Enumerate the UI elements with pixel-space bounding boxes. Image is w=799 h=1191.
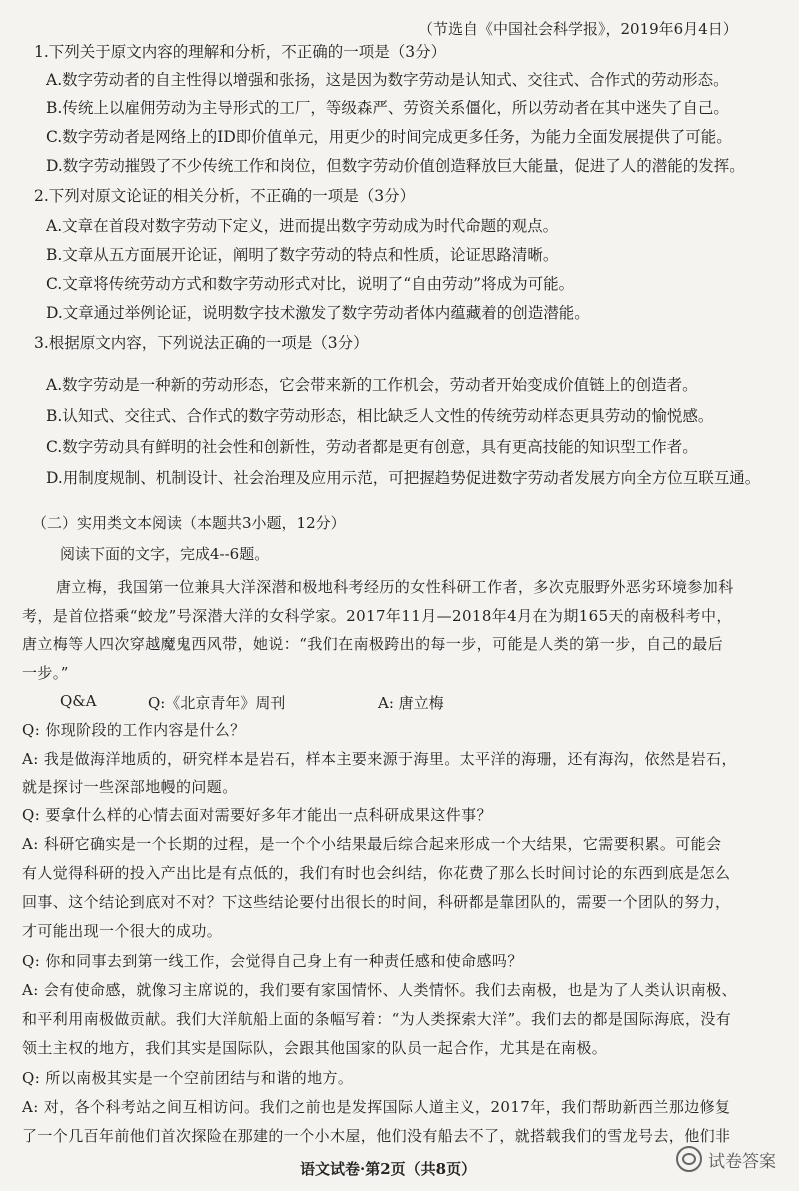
qa-question-source: Q:《北京青年》周刊 — [148, 694, 286, 712]
intro-line-3: 唐立梅等人四次穿越魔鬼西风带，她说：“我们在南极跨出的每一步，可能是人类的第一步，自己的最后 — [22, 635, 724, 653]
qa-answer-source: A: 唐立梅 — [378, 694, 444, 712]
dialogue-line: A: 我是做海洋地质的，研究样本是岩石，样本主要来源于海里。太平洋的海珊，还有海沟，依然是岩石， — [22, 750, 737, 768]
question-2-option-c: C.文章将传统劳动方式和数字劳动形式对比，说明了“自由劳动”将成为可能。 — [46, 275, 575, 293]
question-3-option-b: B.认知式、交往式、合作式的数字劳动形态，相比缺乏人文性的传统劳动样态更具劳动的愉悦感。 — [46, 407, 714, 425]
dialogue-line: Q: 所以南极其实是一个空前团结与和谐的地方。 — [22, 1069, 354, 1087]
dialogue-line: Q: 要拿什么样的心情去面对需要好多年才能出一点科研成果这件事？ — [22, 806, 492, 824]
question-3-stem: 3.根据原文内容，下列说法正确的一项是（3分） — [34, 334, 369, 352]
watermark-text: 试卷答案 — [708, 1151, 776, 1172]
dialogue-line: 回事、这个结论到底对不对？下这些结论要付出很长的时间，科研都是靠团队的，需要一个团队的努力， — [22, 893, 731, 911]
dialogue-line: A: 对，各个科考站之间互相访问。我们之前也是发挥国际人道主义，2017年，我们帮助新西兰那边修复 — [22, 1098, 731, 1116]
watermark — [676, 1146, 776, 1172]
question-1-stem: 1.下列关于原文内容的理解和分析，不正确的一项是（3分） — [34, 43, 447, 61]
question-2-option-d: D.文章通过举例论证，说明数字技术激发了数字劳动者体内蕴藏着的创造潜能。 — [46, 304, 590, 322]
dialogue-line: A: 科研它确实是一个长期的过程，是一个个小结果最后综合起来形成一个大结果，它需要积累。可能会 — [22, 835, 722, 853]
section-instruction: 阅读下面的文字，完成4--6题。 — [60, 545, 270, 563]
question-3-option-d: D.用制度规制、机制设计、社会治理及应用示范，可把握趋势促进数字劳动者发展方向全方位互联互通。 — [46, 469, 761, 487]
intro-line-1: 唐立梅，我国第一位兼具大洋深潜和极地科考经历的女性科研工作者，多次克服野外恶劣环境参加科 — [56, 578, 734, 596]
dialogue-line: A: 会有使命感，就像习主席说的，我们要有家国情怀、人类情怀。我们去南极，也是为了人类认识南极、 — [22, 981, 737, 999]
question-3-option-a: A.数字劳动是一种新的劳动形态，它会带来新的工作机会，劳动者开始变成价值链上的创造者。 — [46, 376, 698, 394]
section-title: （二）实用类文本阅读（本题共3小题，12分） — [32, 514, 346, 532]
question-2-option-a: A.文章在首段对数字劳动下定义，进而提出数字劳动成为时代命题的观点。 — [46, 217, 559, 235]
wechat-icon — [676, 1146, 702, 1172]
question-1-option-c: C.数字劳动者是网络上的ID即价值单元，用更少的时间完成更多任务，为能力全面发展提供了可能。 — [46, 128, 732, 146]
dialogue-line: 才可能出现一个很大的成功。 — [22, 922, 223, 940]
dialogue-line: 有人觉得科研的投入产出比是有点低的，我们有时也会纠结，你花费了那么长时间讨论的东西到底是怎么 — [22, 864, 731, 882]
dialogue-line: Q: 你和同事去到第一线工作，会觉得自己身上有一种责任感和使命感吗？ — [22, 952, 523, 970]
question-3-option-c: C.数字劳动具有鲜明的社会性和创新性，劳动者都是更有创意，具有更高技能的知识型工作者。 — [46, 438, 698, 456]
question-1-option-d: D.数字劳动摧毁了不少传统工作和岗位，但数字劳动价值创造释放巨大能量，促进了人的潜能的发挥。 — [46, 157, 745, 175]
question-1-option-a: A.数字劳动者的自主性得以增强和张扬，这是因为数字劳动是认知式、交往式、合作式的劳动形态。 — [46, 71, 729, 89]
question-1-option-b: B.传统上以雇佣劳动为主导形式的工厂，等级森严、劳资关系僵化，所以劳动者在其中迷失了自己。 — [46, 99, 729, 117]
page-footer: 语文试卷·第2页（共8页） — [300, 1160, 477, 1178]
question-2-option-b: B.文章从五方面展开论证，阐明了数字劳动的特点和性质，论证思路清晰。 — [46, 246, 559, 264]
intro-line-4: 一步。” — [22, 664, 69, 682]
dialogue-line: 领土主权的地方，我们其实是国际队，会跟其他国家的队员一起合作，尤其是在南极。 — [22, 1039, 608, 1057]
question-2-stem: 2.下列对原文论证的相关分析，不正确的一项是（3分） — [34, 187, 416, 205]
dialogue-line: 就是探讨一些深部地幔的问题。 — [22, 778, 238, 796]
dialogue-line: 了一个几百年前他们首次探险在那建的一个小木屋，他们没有船去不了，就搭载我们的雪龙号去，他们非 — [22, 1127, 731, 1145]
source-note: （节选自《中国社会科学报》，2019年6月4日） — [418, 20, 738, 38]
dialogue-line: Q: 你现阶段的工作内容是什么？ — [22, 721, 246, 739]
intro-line-2: 考，是首位搭乘“蛟龙”号深潜大洋的女科学家。2017年11月—2018年4月在为期165天的南极科考中， — [22, 607, 732, 625]
dialogue-line: 和平利用南极做贡献。我们大洋航船上面的条幅写着：“为人类探索大洋”。我们去的都是国际海底，没有 — [22, 1010, 732, 1028]
qa-label: Q&A — [60, 692, 97, 710]
